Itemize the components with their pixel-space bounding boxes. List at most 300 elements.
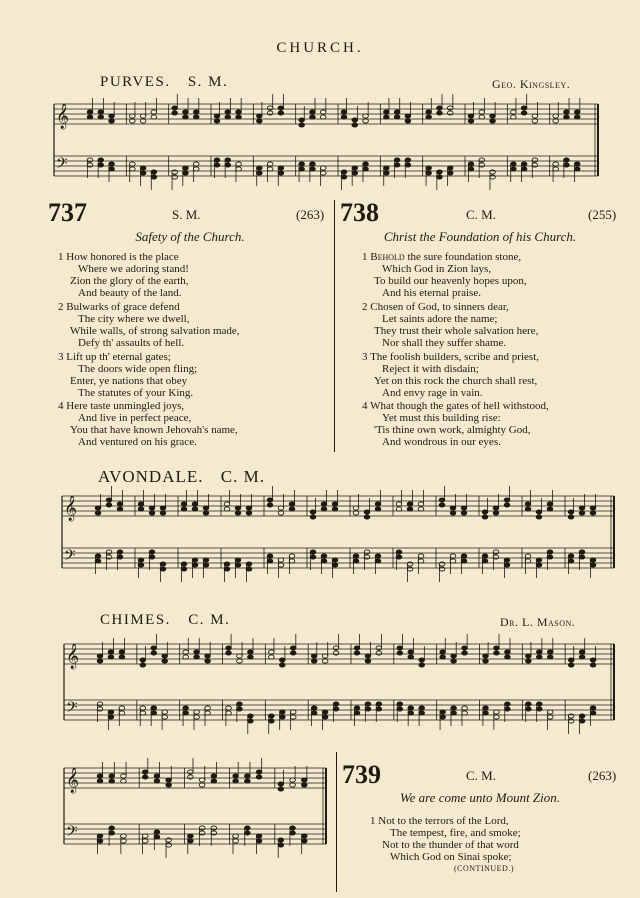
chimes-a-note xyxy=(376,707,382,711)
chimes-a-bass-clef: 𝄢 xyxy=(66,699,78,720)
avondale-note xyxy=(95,554,101,558)
stanza-line: And envy rage in vain. xyxy=(382,387,483,399)
avondale-note xyxy=(525,559,531,563)
chimes-a-note xyxy=(590,711,596,715)
chimes-a-treble-clef: 𝄞 xyxy=(66,644,80,669)
hymn-738-title: Christ the Foundation of his Church. xyxy=(383,229,577,244)
chimes-a-note xyxy=(322,710,328,714)
purves-note xyxy=(447,171,453,175)
chimes-b-note xyxy=(211,831,217,835)
chimes-a-note xyxy=(483,706,489,710)
chimes-a-note xyxy=(505,702,511,706)
chimes-a-note xyxy=(194,655,200,659)
avondale-note xyxy=(525,502,531,506)
avondale-note xyxy=(310,510,316,514)
chimes-a-note xyxy=(505,707,511,711)
chimes-a-note xyxy=(494,651,500,655)
purves-note xyxy=(310,167,316,171)
purves-note xyxy=(225,163,231,167)
hymn-738-stanza-1 xyxy=(362,251,527,299)
chimes-b-note xyxy=(188,834,194,838)
purves-note xyxy=(532,119,538,123)
avondale-note xyxy=(321,554,327,558)
avondale-note xyxy=(310,515,316,519)
chimes-a-note xyxy=(108,710,114,714)
chimes-a-note xyxy=(237,659,243,663)
avondale-note xyxy=(547,550,553,554)
chimes-a-note xyxy=(440,655,446,659)
avondale-note xyxy=(235,506,241,510)
purves-note xyxy=(98,115,104,119)
chimes-a-note xyxy=(526,702,532,706)
stanza-number: 1 xyxy=(362,251,368,263)
chimes-a-note xyxy=(108,650,114,654)
chimes-b-note xyxy=(97,834,103,838)
avondale-note xyxy=(149,506,155,510)
chimes-a-note xyxy=(365,702,371,706)
avondale-note xyxy=(375,554,381,558)
chimes-b-note xyxy=(245,779,251,783)
avondale-note xyxy=(224,567,230,571)
chimes-a-note xyxy=(451,706,457,710)
purves-note xyxy=(193,115,199,119)
chimes-b-note xyxy=(109,774,115,778)
purves-note xyxy=(574,167,580,171)
purves-note xyxy=(257,119,263,123)
purves-note xyxy=(109,114,115,118)
chimes-a-note xyxy=(397,702,403,706)
hymn-738-stanza-3 xyxy=(362,351,539,399)
avondale-note xyxy=(418,554,424,558)
avondale-note xyxy=(407,507,413,511)
purves-note xyxy=(320,115,326,119)
chimes-b-note xyxy=(121,774,127,778)
purves-note xyxy=(130,114,136,118)
purves-note xyxy=(278,111,284,115)
avondale-note xyxy=(579,511,585,515)
chimes-b-note xyxy=(97,774,103,778)
avondale-bass-clef: 𝄢 xyxy=(64,547,76,568)
purves-note xyxy=(363,114,369,118)
purves-note xyxy=(140,119,146,123)
avondale-note xyxy=(106,555,112,559)
chimes-a-note xyxy=(376,651,382,655)
purves-note xyxy=(310,162,316,166)
stanza-line: While walls, of strong salvation made, xyxy=(70,325,240,337)
avondale-note xyxy=(418,507,424,511)
avondale-note xyxy=(160,506,166,510)
chimes-a-note xyxy=(419,706,425,710)
purves-note xyxy=(521,167,527,171)
stanza-line: Which God in Zion lays, xyxy=(382,263,492,275)
chimes-a-note xyxy=(462,711,468,715)
avondale-note xyxy=(364,515,370,519)
purves-note xyxy=(299,118,305,122)
avondale-note xyxy=(353,506,359,510)
chimes-a-note xyxy=(547,650,553,654)
chimes-a-note xyxy=(140,658,146,662)
chimes-a-note xyxy=(547,710,553,714)
purves-note xyxy=(130,119,136,123)
purves-note xyxy=(320,166,326,170)
avondale-note xyxy=(278,558,284,562)
chimes-a-note xyxy=(536,655,542,659)
purves-note xyxy=(236,162,242,166)
purves-note xyxy=(183,115,189,119)
purves-note xyxy=(172,106,178,110)
avondale-note xyxy=(493,550,499,554)
purves-note xyxy=(564,115,570,119)
stanza-line: Chosen of God, to sinners dear, xyxy=(370,301,509,313)
stanza-line: Zion the glory of the earth, xyxy=(70,275,189,287)
avondale-note xyxy=(407,567,413,571)
hymn-737-stanza-3 xyxy=(58,351,197,399)
stanza-line: They trust their whole salvation here, xyxy=(374,325,539,337)
avondale-note xyxy=(461,559,467,563)
chimes-a-note xyxy=(568,714,574,718)
avondale-note xyxy=(192,558,198,562)
tune-avondale-meter: C. M. xyxy=(220,467,265,486)
chimes-a-note xyxy=(311,659,317,663)
avondale-note xyxy=(203,563,209,567)
avondale-note xyxy=(482,554,488,558)
avondale-note xyxy=(181,502,187,506)
avondale-note xyxy=(106,503,112,507)
chimes-a-note xyxy=(162,710,168,714)
purves-note xyxy=(384,115,390,119)
chimes-a-note xyxy=(333,702,339,706)
purves-note xyxy=(98,163,104,167)
chimes-a-note xyxy=(290,710,296,714)
purves-note xyxy=(490,114,496,118)
purves-note xyxy=(214,114,220,118)
hymn-738-stanza-4 xyxy=(362,400,549,448)
chimes-a-note xyxy=(590,706,596,710)
chimes-a-note xyxy=(365,654,371,658)
avondale-note xyxy=(117,555,123,559)
stanza-line: Which God on Sinai spoke; xyxy=(390,851,512,863)
purves-note xyxy=(564,163,570,167)
purves-note xyxy=(352,166,358,170)
avondale-note xyxy=(482,515,488,519)
purves-note xyxy=(225,110,231,114)
purves-note xyxy=(394,158,400,162)
hymn-737-title: Safety of the Church. xyxy=(135,229,245,244)
purves-note xyxy=(394,163,400,167)
purves-note xyxy=(447,166,453,170)
purves-note xyxy=(341,170,347,174)
chimes-a-note xyxy=(162,715,168,719)
avondale-note xyxy=(181,567,187,571)
chimes-b-note xyxy=(256,834,262,838)
avondale-note xyxy=(590,563,596,567)
purves-note xyxy=(341,115,347,119)
chimes-a-note xyxy=(269,650,275,654)
purves-note xyxy=(151,170,157,174)
chimes-b-note xyxy=(233,839,239,843)
stanza-line: the sure foundation stone, xyxy=(404,251,522,263)
chimes-a-note xyxy=(568,719,574,723)
purves-note xyxy=(426,115,432,119)
purves-note xyxy=(172,175,178,179)
chimes-a-note xyxy=(290,715,296,719)
avondale-note xyxy=(364,550,370,554)
purves-note xyxy=(151,175,157,179)
avondale-note xyxy=(267,554,273,558)
avondale-note xyxy=(149,550,155,554)
hymn-738-number: 738 xyxy=(340,198,379,227)
avondale-note xyxy=(375,507,381,511)
purves-note xyxy=(109,167,115,171)
purves-note xyxy=(98,158,104,162)
purves-note xyxy=(193,110,199,114)
avondale-note xyxy=(536,515,542,519)
avondale-note xyxy=(439,503,445,507)
tune-chimes-composer: Dr. L. Mason. xyxy=(500,615,576,629)
avondale-note xyxy=(332,558,338,562)
chimes-b-note xyxy=(211,774,217,778)
chimes-a-note xyxy=(354,646,360,650)
chimes-a-note xyxy=(322,654,328,658)
avondale-note xyxy=(450,559,456,563)
avondale-note xyxy=(321,559,327,563)
stanza-number: 4 xyxy=(58,400,64,412)
chimes-a-note xyxy=(440,650,446,654)
stanza-number: 2 xyxy=(58,301,64,313)
avondale-note xyxy=(418,502,424,506)
chimes-b-note xyxy=(245,831,251,835)
chimes-b-note xyxy=(154,830,160,834)
chimes-a-note xyxy=(311,711,317,715)
avondale-note xyxy=(246,562,252,566)
stanza-first-word: Behold xyxy=(370,251,405,263)
avondale-note xyxy=(396,555,402,559)
avondale-note xyxy=(332,502,338,506)
chimes-b-note xyxy=(166,783,172,787)
avondale-note xyxy=(547,555,553,559)
chimes-a-note xyxy=(505,655,511,659)
chimes-a-note xyxy=(97,654,103,658)
avondale-note xyxy=(439,567,445,571)
chimes-b-note xyxy=(233,834,239,838)
purves-note xyxy=(363,162,369,166)
chimes-b-note xyxy=(278,843,284,847)
avondale-note xyxy=(160,562,166,566)
purves-note xyxy=(236,167,242,171)
avondale-note xyxy=(579,555,585,559)
chimes-b-note xyxy=(290,783,296,787)
continued-note: (CONTINUED.) xyxy=(454,864,514,873)
purves-note xyxy=(267,106,273,110)
purves-note xyxy=(363,167,369,171)
avondale-note xyxy=(568,515,574,519)
chimes-a-note xyxy=(151,651,157,655)
avondale-note xyxy=(278,563,284,567)
purves-note xyxy=(98,110,104,114)
stanza-line: Here taste unmingled joys, xyxy=(66,400,185,412)
chimes-b-note xyxy=(142,834,148,838)
avondale-note xyxy=(149,555,155,559)
chimes-a-note xyxy=(408,706,414,710)
chimes-b-note xyxy=(142,775,148,779)
purves-note xyxy=(214,158,220,162)
purves-note xyxy=(405,119,411,123)
purves-note xyxy=(426,166,432,170)
chimes-b-note xyxy=(109,831,115,835)
purves-note xyxy=(193,167,199,171)
chimes-a-note xyxy=(376,646,382,650)
chimes-a-note xyxy=(579,655,585,659)
chimes-a-note xyxy=(494,646,500,650)
tune-purves-composer: Geo. Kingsley. xyxy=(492,77,571,91)
chimes-a-note xyxy=(205,711,211,715)
chimes-b-note xyxy=(278,787,284,791)
avondale-note xyxy=(568,559,574,563)
purves-note xyxy=(553,114,559,118)
avondale-note xyxy=(224,507,230,511)
purves-note xyxy=(553,167,559,171)
stanza-line: Yet must this building rise: xyxy=(382,412,501,424)
purves-note xyxy=(532,158,538,162)
purves-note xyxy=(140,114,146,118)
avondale-note xyxy=(267,498,273,502)
purves-note xyxy=(405,158,411,162)
chimes-b-note xyxy=(301,834,307,838)
chimes-b-note xyxy=(199,826,205,830)
tune-chimes-title: CHIMES. xyxy=(100,612,171,628)
chimes-a-note xyxy=(140,706,146,710)
chimes-a-note xyxy=(365,659,371,663)
avondale-note xyxy=(504,563,510,567)
avondale-note xyxy=(106,550,112,554)
purves-note xyxy=(257,171,263,175)
purves-note xyxy=(521,162,527,166)
chimes-a-note xyxy=(97,659,103,663)
hymn-738-stanza-2 xyxy=(362,301,538,349)
purves-note xyxy=(225,115,231,119)
purves-note xyxy=(267,167,273,171)
chimes-a-note xyxy=(279,710,285,714)
chimes-a-note xyxy=(397,651,403,655)
avondale-note xyxy=(203,558,209,562)
avondale-note xyxy=(332,563,338,567)
avondale-note xyxy=(321,507,327,511)
avondale-note xyxy=(407,562,413,566)
stanza-line: Not to the thunder of that word xyxy=(382,839,519,851)
purves-note xyxy=(437,106,443,110)
avondale-note xyxy=(106,498,112,502)
avondale-note xyxy=(117,502,123,506)
chimes-a-note xyxy=(568,658,574,662)
chimes-b-note xyxy=(256,775,262,779)
hymn-737-number: 737 xyxy=(48,198,87,227)
purves-note xyxy=(437,175,443,179)
avondale-note xyxy=(149,511,155,515)
avondale-note xyxy=(461,554,467,558)
stanza-line: 'Tis thine own work, almighty God, xyxy=(374,424,531,436)
purves-note xyxy=(447,111,453,115)
chimes-a-note xyxy=(205,706,211,710)
avondale-note xyxy=(504,498,510,502)
purves-note xyxy=(236,115,242,119)
chimes-a-note xyxy=(151,646,157,650)
purves-note xyxy=(183,166,189,170)
avondale-note xyxy=(493,511,499,515)
chimes-b-note xyxy=(290,778,296,782)
hymn-737-stanza-2 xyxy=(58,301,240,349)
chimes-a-note xyxy=(536,650,542,654)
chimes-b-note xyxy=(290,826,296,830)
stanza-line: Where we adoring stand! xyxy=(78,263,189,275)
stanza-line: Not to the terrors of the Lord, xyxy=(378,815,509,827)
chimes-a-note xyxy=(451,659,457,663)
chimes-a-note xyxy=(397,707,403,711)
hymn-737-meter: S. M. xyxy=(172,207,201,222)
chimes-a-note xyxy=(226,706,232,710)
chimes-a-note xyxy=(194,715,200,719)
stanza-line: And beauty of the land. xyxy=(78,287,182,299)
avondale-note xyxy=(418,559,424,563)
purves-note xyxy=(87,115,93,119)
hymn-738-meter: C. M. xyxy=(466,207,496,222)
chimes-a-note xyxy=(279,663,285,667)
purves-note xyxy=(310,110,316,114)
avondale-note xyxy=(138,507,144,511)
purves-note xyxy=(574,115,580,119)
avondale-note xyxy=(117,507,123,511)
chimes-b-note xyxy=(121,834,127,838)
chimes-a-note xyxy=(151,706,157,710)
purves-note xyxy=(151,115,157,119)
purves-note xyxy=(320,110,326,114)
stanza-line: Yet on this rock the church shall rest, xyxy=(374,375,538,387)
purves-note xyxy=(363,119,369,123)
stanza-line: The foolish builders, scribe and priest, xyxy=(370,351,539,363)
chimes-a-note xyxy=(119,706,125,710)
chimes-a-note xyxy=(237,654,243,658)
purves-note xyxy=(352,171,358,175)
avondale-note xyxy=(160,511,166,515)
purves-note xyxy=(490,119,496,123)
chimes-a-note xyxy=(494,715,500,719)
avondale-note xyxy=(493,555,499,559)
purves-note xyxy=(109,119,115,123)
purves-note xyxy=(225,158,231,162)
avondale-note xyxy=(289,502,295,506)
chimes-b-note xyxy=(199,831,205,835)
avondale-note xyxy=(138,563,144,567)
stanza-line: The statutes of your King. xyxy=(78,387,194,399)
chimes-a-note xyxy=(151,711,157,715)
purves-note xyxy=(490,175,496,179)
hymn-739-stanza-1 xyxy=(370,815,521,863)
avondale-note xyxy=(396,507,402,511)
chimes-b-note xyxy=(154,835,160,839)
purves-note xyxy=(564,110,570,114)
avondale-note xyxy=(568,554,574,558)
stanza-number: 3 xyxy=(58,351,64,363)
stanza-line: The city where we dwell, xyxy=(78,313,190,325)
purves-note xyxy=(553,119,559,123)
avondale-note xyxy=(353,554,359,558)
avondale-note xyxy=(246,506,252,510)
chimes-a-note xyxy=(183,655,189,659)
chimes-a-note xyxy=(183,706,189,710)
chimes-a-note xyxy=(590,658,596,662)
chimes-a-note xyxy=(108,715,114,719)
purves-note xyxy=(140,166,146,170)
avondale-note xyxy=(310,550,316,554)
